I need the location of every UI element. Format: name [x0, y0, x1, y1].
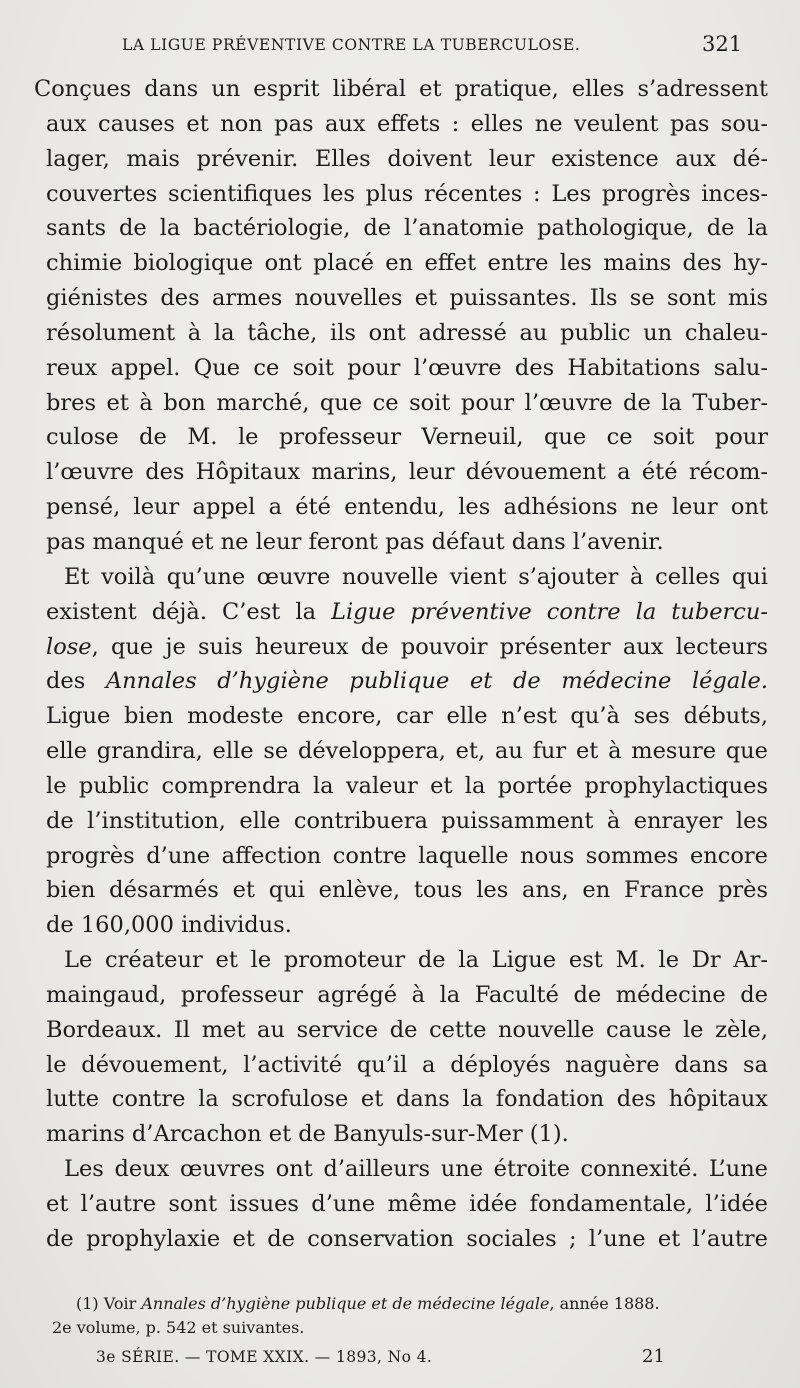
text-line: giénistes des armes nouvelles et puissantes. Ils se sont mis — [46, 285, 768, 312]
footnote — [52, 1292, 768, 1340]
text-line: et l’autre sont issues d’une même idée fondamentale, l’idée — [46, 1191, 768, 1217]
text-line: elle grandira, elle se développera, et, au fur et à mesure que — [46, 738, 768, 765]
italic-title: Annales d’hygiène publique et de médecine légale. — [105, 668, 768, 695]
text-line: l’œuvre des Hôpitaux marins, leur dévouement a été récom- — [46, 459, 768, 486]
text-line: Et voilà qu’une œuvre nouvelle vient s’ajouter à celles qui — [64, 563, 768, 590]
text-line: résolument à la tâche, ils ont adressé au public un chaleu- — [46, 319, 768, 346]
text-line: progrès d’une affection contre laquelle nous sommes encore — [46, 842, 768, 869]
running-title: LA LIGUE PRÉVENTIVE CONTRE LA TUBERCULOSE. — [122, 36, 581, 54]
text-line — [34, 595, 768, 630]
page-header — [0, 30, 800, 62]
body-text — [34, 72, 768, 1257]
text-line: aux causes et non pas aux effets : elles ne veulent pas sou- — [46, 110, 768, 137]
text-line: marins d’Arcachon et de Banyuls-sur-Mer (1). — [46, 1121, 569, 1148]
signature-mark: 21 — [642, 1346, 665, 1367]
italic-title: lose — [46, 633, 92, 660]
text-line: bres et à bon marché, que ce soit pour l’œuvre de la Tuber- — [46, 389, 768, 416]
text-segment: existent déjà. C’est la — [46, 598, 332, 625]
text-line: Bordeaux. Il met au service de cette nouvelle cause le zèle, — [46, 1016, 768, 1043]
text-segment: , que je suis heureux de pouvoir présenter aux lecteurs — [91, 633, 768, 660]
series-info: 3e SÉRIE. — TOME XXIX. — 1893, No 4. — [96, 1348, 433, 1366]
text-line: pensé, leur appel a été entendu, les adhésions ne leur ont — [46, 494, 768, 521]
footnote-text: (1) Voir — [76, 1294, 142, 1313]
text-line: sants de la bactériologie, de l’anatomie pathologique, de la — [46, 215, 768, 242]
text-line: chimie biologique ont placé en effet entre les mains des hy- — [46, 250, 768, 277]
text-line: Le créateur et le promoteur de la Ligue est M. le Dr Ar- — [64, 947, 768, 974]
text-segment: des — [46, 668, 106, 695]
text-line: de 160,000 individus. — [46, 912, 292, 939]
text-line: le public comprendra la valeur et la portée prophylactiques — [46, 772, 768, 799]
text-line: Conçues dans un esprit libéral et pratique, elles s’adressent — [34, 76, 768, 102]
italic-title: Ligue préventive contre la tubercu- — [331, 598, 768, 625]
footnote-line — [52, 1292, 768, 1316]
footnote-text: , année 1888. — [549, 1294, 660, 1313]
text-line: de l’institution, elle contribuera puissamment à enrayer les — [46, 807, 768, 834]
text-line: de prophylaxie et de conservation sociales ; l’une et l’autre — [46, 1225, 768, 1252]
page-number: 321 — [702, 32, 743, 56]
footnote-italic-title: Annales d’hygiène publique et de médecine légale — [141, 1294, 550, 1313]
text-line — [34, 630, 768, 665]
text-line: Ligue bien modeste encore, car elle n’est qu’à ses débuts, — [46, 703, 768, 730]
text-line: pas manqué et ne leur feront pas défaut dans l’avenir. — [46, 528, 664, 555]
text-line: culose de M. le professeur Verneuil, que ce soit pour — [46, 424, 768, 451]
text-line: le dévouement, l’activité qu’il a déployés naguère dans sa — [46, 1051, 768, 1078]
text-line: lager, mais prévenir. Elles doivent leur existence aux dé- — [46, 145, 768, 172]
footnote-line: 2e volume, p. 542 et suivantes. — [52, 1318, 305, 1337]
text-line: couvertes scientifiques les plus récentes : Les progrès inces- — [46, 180, 768, 207]
text-line: lutte contre la scrofulose et dans la fondation des hôpitaux — [46, 1086, 768, 1113]
text-line: bien désarmés et qui enlève, tous les ans, en France près — [46, 877, 768, 904]
text-line: maingaud, professeur agrégé à la Faculté de médecine de — [46, 981, 768, 1008]
text-line: Les deux œuvres ont d’ailleurs une étroite connexité. L’une — [64, 1156, 768, 1183]
text-line — [34, 664, 768, 699]
text-line: reux appel. Que ce soit pour l’œuvre des Habitations salu- — [46, 354, 768, 381]
